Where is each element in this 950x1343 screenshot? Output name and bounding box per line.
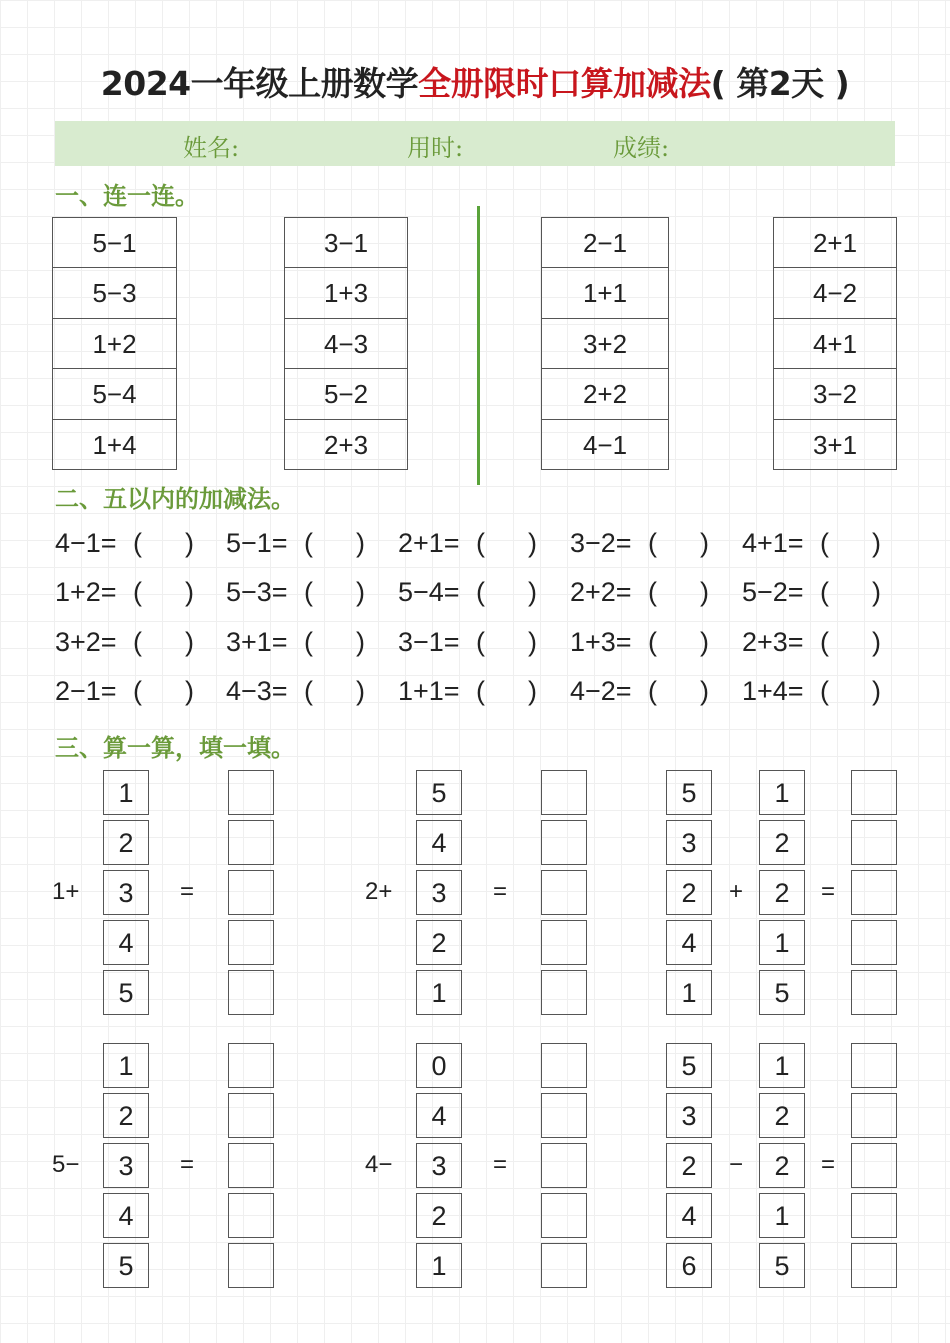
number-box: 3 bbox=[416, 870, 462, 915]
match-cell[interactable]: 2+2 bbox=[542, 369, 668, 419]
open-paren: ( bbox=[820, 627, 829, 657]
number-box: 2 bbox=[103, 1093, 149, 1138]
match-cell[interactable]: 3−1 bbox=[285, 218, 407, 268]
number-box: 2 bbox=[759, 820, 805, 865]
equation: 3+1= bbox=[226, 627, 288, 657]
match-cell[interactable]: 4−1 bbox=[582, 429, 628, 460]
match-cell[interactable]: 2−1 bbox=[542, 218, 668, 268]
close-paren: ) bbox=[872, 577, 881, 607]
title-day: ( 第2天 ) bbox=[710, 64, 850, 103]
answer-box[interactable] bbox=[541, 1243, 587, 1288]
match-cell[interactable]: 3+1 bbox=[812, 429, 858, 460]
match-column bbox=[284, 217, 408, 470]
answer-box[interactable] bbox=[851, 1043, 897, 1088]
answer-box[interactable] bbox=[851, 1093, 897, 1138]
close-paren: ) bbox=[356, 528, 365, 558]
open-paren: ( bbox=[820, 577, 829, 607]
open-paren: ( bbox=[304, 627, 313, 657]
prefix-label: 2+ bbox=[365, 878, 393, 905]
equation: 5−1= bbox=[226, 528, 288, 558]
title-red: 全册限时口算加减法 bbox=[418, 64, 711, 103]
number-box: 2 bbox=[416, 920, 462, 965]
answer-box[interactable] bbox=[228, 1043, 274, 1088]
number-box: 4 bbox=[416, 1093, 462, 1138]
answer-box[interactable] bbox=[228, 1193, 274, 1238]
close-paren: ) bbox=[872, 627, 881, 657]
match-cell[interactable]: 1+1 bbox=[542, 268, 668, 318]
close-paren: ) bbox=[185, 577, 194, 607]
open-paren: ( bbox=[648, 528, 657, 558]
close-paren: ) bbox=[528, 627, 537, 657]
equation: 1+4= bbox=[742, 676, 804, 706]
equation: 4+1= bbox=[742, 528, 804, 558]
answer-box[interactable] bbox=[851, 770, 897, 815]
answer-box[interactable] bbox=[541, 1043, 587, 1088]
match-cell[interactable]: 1+4 bbox=[92, 429, 137, 460]
title-black: 2024一年级上册数学 bbox=[100, 64, 419, 103]
open-paren: ( bbox=[304, 676, 313, 706]
number-box: 5 bbox=[666, 1043, 712, 1088]
match-column bbox=[52, 217, 177, 470]
open-paren: ( bbox=[648, 627, 657, 657]
equation: 1+2= bbox=[55, 577, 117, 607]
close-paren: ) bbox=[700, 577, 709, 607]
equation: 5−2= bbox=[742, 577, 804, 607]
answer-box[interactable] bbox=[541, 870, 587, 915]
open-paren: ( bbox=[476, 528, 485, 558]
answer-box[interactable] bbox=[541, 1193, 587, 1238]
answer-box[interactable] bbox=[541, 770, 587, 815]
answer-box[interactable] bbox=[228, 1143, 274, 1188]
score-label: 成绩: bbox=[613, 134, 670, 162]
match-cell[interactable]: 4−3 bbox=[285, 319, 407, 369]
number-box: 1 bbox=[759, 1043, 805, 1088]
number-box: 2 bbox=[416, 1193, 462, 1238]
answer-box[interactable] bbox=[851, 820, 897, 865]
answer-box[interactable] bbox=[541, 1143, 587, 1188]
answer-box[interactable] bbox=[541, 920, 587, 965]
number-box: 5 bbox=[103, 1243, 149, 1288]
number-box: 4 bbox=[666, 1193, 712, 1238]
number-box: 5 bbox=[666, 770, 712, 815]
number-box: 1 bbox=[103, 770, 149, 815]
answer-box[interactable] bbox=[228, 1243, 274, 1288]
answer-box[interactable] bbox=[851, 920, 897, 965]
answer-box[interactable] bbox=[228, 920, 274, 965]
equation: 2+2= bbox=[570, 577, 632, 607]
open-paren: ( bbox=[133, 676, 142, 706]
number-box: 4 bbox=[416, 820, 462, 865]
number-box: 5 bbox=[759, 1243, 805, 1288]
equation: 2+1= bbox=[398, 528, 460, 558]
prefix-label: 5− bbox=[52, 1151, 80, 1178]
match-cell[interactable]: 5−3 bbox=[53, 268, 176, 318]
number-box: 6 bbox=[666, 1243, 712, 1288]
match-cell[interactable]: 3+2 bbox=[542, 319, 668, 369]
number-box: 1 bbox=[759, 770, 805, 815]
close-paren: ) bbox=[356, 627, 365, 657]
number-box: 5 bbox=[103, 970, 149, 1015]
equals-sign: = bbox=[493, 878, 508, 905]
section3-heading: 三、算一算，填一填。 bbox=[55, 733, 295, 762]
close-paren: ) bbox=[185, 676, 194, 706]
match-cell[interactable]: 1+3 bbox=[285, 268, 407, 318]
number-box: 2 bbox=[759, 1093, 805, 1138]
match-column bbox=[773, 217, 897, 470]
close-paren: ) bbox=[700, 528, 709, 558]
close-paren: ) bbox=[872, 528, 881, 558]
match-cell[interactable]: 1+2 bbox=[53, 319, 176, 369]
equation: 4−1= bbox=[55, 528, 117, 558]
equation: 2−1= bbox=[55, 676, 117, 706]
number-box: 1 bbox=[759, 1193, 805, 1238]
number-box: 4 bbox=[103, 920, 149, 965]
prefix-label: 4− bbox=[365, 1151, 393, 1178]
equals-sign: = bbox=[180, 878, 195, 905]
section2-heading: 二、五以内的加减法。 bbox=[55, 484, 295, 513]
close-paren: ) bbox=[700, 676, 709, 706]
answer-box[interactable] bbox=[851, 1143, 897, 1188]
equation: 5−4= bbox=[398, 577, 460, 607]
open-paren: ( bbox=[133, 528, 142, 558]
number-box: 3 bbox=[416, 1143, 462, 1188]
answer-box[interactable] bbox=[851, 870, 897, 915]
number-box: 1 bbox=[666, 970, 712, 1015]
open-paren: ( bbox=[133, 627, 142, 657]
close-paren: ) bbox=[356, 577, 365, 607]
close-paren: ) bbox=[185, 627, 194, 657]
match-cell[interactable]: 2+3 bbox=[323, 429, 369, 460]
equation: 1+1= bbox=[398, 676, 460, 706]
number-box: 3 bbox=[103, 1143, 149, 1188]
answer-box[interactable] bbox=[228, 770, 274, 815]
answer-box[interactable] bbox=[541, 1093, 587, 1138]
close-paren: ) bbox=[528, 676, 537, 706]
close-paren: ) bbox=[528, 528, 537, 558]
number-box: 2 bbox=[759, 870, 805, 915]
open-paren: ( bbox=[648, 577, 657, 607]
equation: 4−2= bbox=[570, 676, 632, 706]
number-box: 5 bbox=[416, 770, 462, 815]
answer-box[interactable] bbox=[541, 820, 587, 865]
open-paren: ( bbox=[304, 577, 313, 607]
close-paren: ) bbox=[700, 627, 709, 657]
number-box: 1 bbox=[416, 970, 462, 1015]
answer-box[interactable] bbox=[851, 1193, 897, 1238]
section1-heading: 一、连一连。 bbox=[55, 181, 199, 210]
match-cell[interactable]: 5−1 bbox=[53, 218, 176, 268]
answer-box[interactable] bbox=[228, 820, 274, 865]
number-box: 2 bbox=[666, 1143, 712, 1188]
number-box: 4 bbox=[666, 920, 712, 965]
operator-sign: − bbox=[729, 1151, 744, 1178]
open-paren: ( bbox=[476, 676, 485, 706]
close-paren: ) bbox=[185, 528, 194, 558]
number-box: 2 bbox=[103, 820, 149, 865]
answer-box[interactable] bbox=[228, 970, 274, 1015]
equation: 3−1= bbox=[398, 627, 460, 657]
divider-line bbox=[477, 206, 480, 485]
operator-sign: + bbox=[729, 878, 744, 905]
number-box: 5 bbox=[759, 970, 805, 1015]
open-paren: ( bbox=[476, 627, 485, 657]
match-cell[interactable]: 3−2 bbox=[774, 369, 896, 419]
number-box: 1 bbox=[416, 1243, 462, 1288]
equals-sign: = bbox=[493, 1151, 508, 1178]
equals-sign: = bbox=[180, 1151, 195, 1178]
time-label: 用时: bbox=[407, 134, 464, 162]
number-box: 1 bbox=[759, 920, 805, 965]
open-paren: ( bbox=[820, 676, 829, 706]
name-label: 姓名: bbox=[183, 134, 240, 162]
match-column bbox=[541, 217, 669, 470]
close-paren: ) bbox=[872, 676, 881, 706]
open-paren: ( bbox=[133, 577, 142, 607]
close-paren: ) bbox=[356, 676, 365, 706]
number-box: 0 bbox=[416, 1043, 462, 1088]
answer-box[interactable] bbox=[228, 1093, 274, 1138]
equation: 5−3= bbox=[226, 577, 288, 607]
number-box: 1 bbox=[103, 1043, 149, 1088]
equation: 3+2= bbox=[55, 627, 117, 657]
number-box: 3 bbox=[666, 820, 712, 865]
info-bar bbox=[55, 121, 895, 166]
open-paren: ( bbox=[820, 528, 829, 558]
equals-sign: = bbox=[821, 1151, 836, 1178]
match-cell[interactable]: 2+1 bbox=[774, 218, 896, 268]
number-box: 3 bbox=[103, 870, 149, 915]
equation: 2+3= bbox=[742, 627, 804, 657]
match-cell[interactable]: 5−2 bbox=[285, 369, 407, 419]
number-box: 3 bbox=[666, 1093, 712, 1138]
equation: 4−3= bbox=[226, 676, 288, 706]
open-paren: ( bbox=[304, 528, 313, 558]
equation: 1+3= bbox=[570, 627, 632, 657]
equation: 3−2= bbox=[570, 528, 632, 558]
equals-sign: = bbox=[821, 878, 836, 905]
open-paren: ( bbox=[648, 676, 657, 706]
number-box: 2 bbox=[759, 1143, 805, 1188]
answer-box[interactable] bbox=[851, 1243, 897, 1288]
worksheet-title bbox=[0, 58, 950, 105]
close-paren: ) bbox=[528, 577, 537, 607]
answer-box[interactable] bbox=[851, 970, 897, 1015]
open-paren: ( bbox=[476, 577, 485, 607]
number-box: 2 bbox=[666, 870, 712, 915]
prefix-label: 1+ bbox=[52, 878, 80, 905]
answer-box[interactable] bbox=[541, 970, 587, 1015]
match-cell[interactable]: 4+1 bbox=[774, 319, 896, 369]
match-cell[interactable]: 5−4 bbox=[53, 369, 176, 419]
answer-box[interactable] bbox=[228, 870, 274, 915]
match-cell[interactable]: 4−2 bbox=[774, 268, 896, 318]
number-box: 4 bbox=[103, 1193, 149, 1238]
